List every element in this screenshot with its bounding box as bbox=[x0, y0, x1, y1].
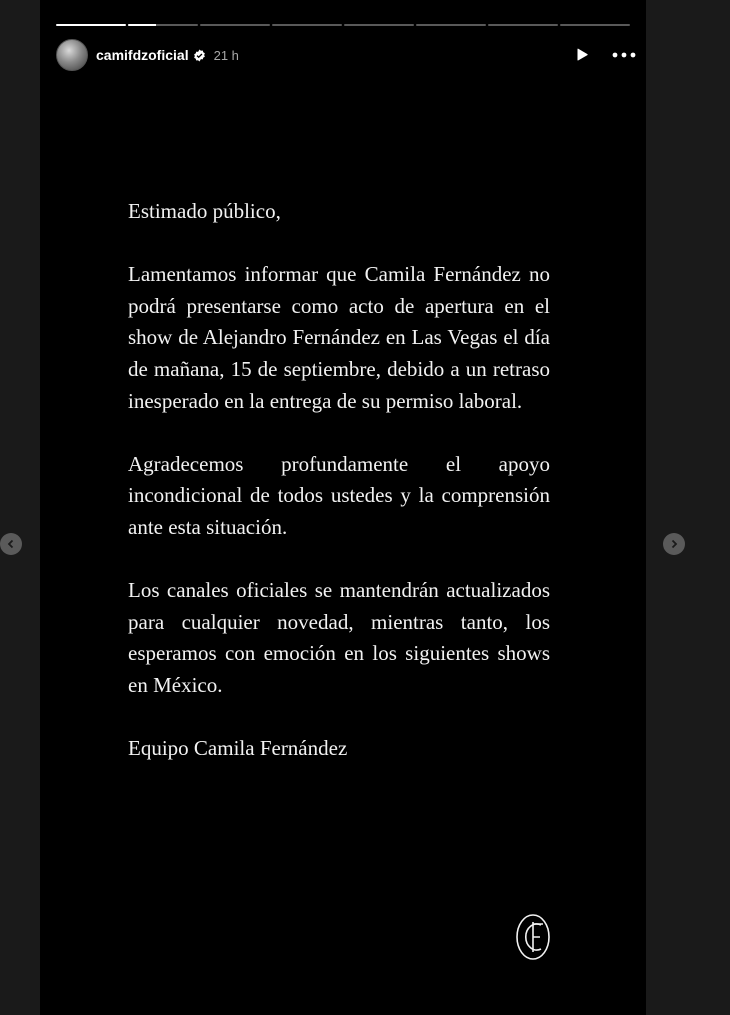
letter-signature: Equipo Camila Fernández bbox=[128, 736, 348, 761]
avatar[interactable] bbox=[56, 39, 88, 71]
progress-segment bbox=[416, 24, 486, 26]
announcement-text bbox=[128, 196, 550, 796]
letter-paragraph: Lamentamos informar que Camila Fernández no podrá presentarse como acto de apertura en el show de Alejandro Fernández en Las Vegas el día de mañana, 15 de septiembre, debido a un retraso inesperado en la entrega de su permiso laboral. bbox=[128, 262, 550, 413]
chevron-right-icon bbox=[669, 539, 679, 549]
header-actions bbox=[570, 43, 636, 67]
letter-paragraph: Agradecemos profundamente el apoyo incondicional de todos ustedes y la comprensión ante esta situación. bbox=[128, 451, 550, 539]
progress-segment bbox=[488, 24, 558, 26]
play-icon[interactable] bbox=[570, 43, 594, 67]
story-header bbox=[56, 39, 636, 71]
letter-paragraph: Los canales oficiales se mantendrán actualizados para cualquier novedad, mientras tanto, los esperamos con emoción en los siguientes shows en México. bbox=[128, 578, 550, 697]
progress-segment bbox=[128, 24, 198, 26]
cf-monogram-logo bbox=[513, 910, 553, 964]
progress-segment-fill bbox=[56, 24, 126, 26]
story-progress-bar bbox=[56, 24, 630, 27]
more-options-icon[interactable] bbox=[612, 43, 636, 67]
progress-segment bbox=[200, 24, 270, 26]
username-link[interactable]: camifdzoficial bbox=[96, 47, 189, 63]
progress-segment bbox=[56, 24, 126, 26]
previous-story-button[interactable] bbox=[0, 533, 22, 555]
progress-segment bbox=[560, 24, 630, 26]
post-timestamp: 21 h bbox=[213, 47, 239, 63]
progress-segment bbox=[344, 24, 414, 26]
chevron-left-icon bbox=[6, 539, 16, 549]
letter-greeting: Estimado público, bbox=[128, 199, 281, 223]
verified-badge-icon bbox=[193, 49, 206, 62]
next-story-button[interactable] bbox=[663, 533, 685, 555]
progress-segment-fill bbox=[128, 24, 156, 26]
progress-segment bbox=[272, 24, 342, 26]
